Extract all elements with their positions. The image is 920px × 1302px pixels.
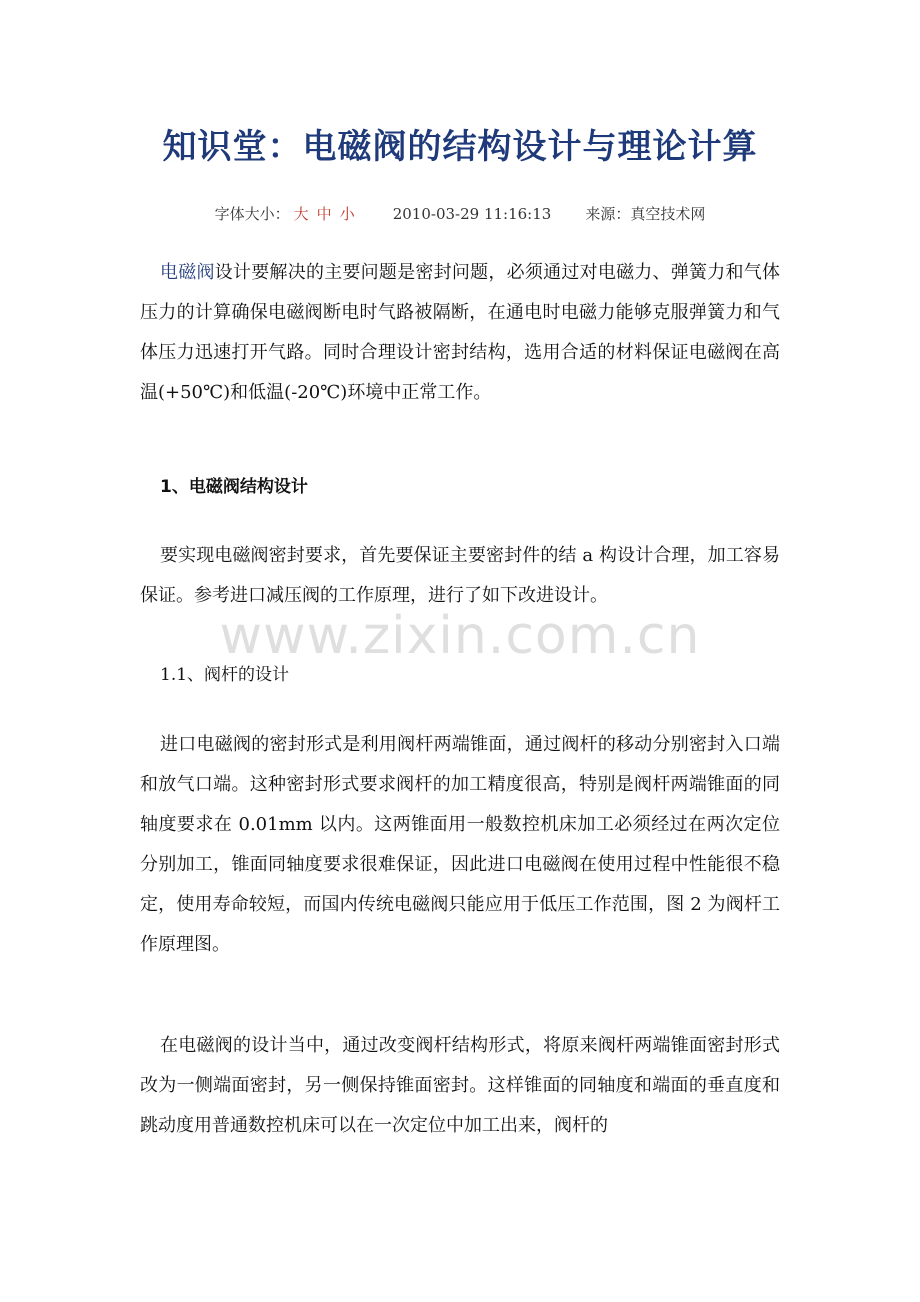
article-title: 知识堂：电磁阀的结构设计与理论计算 [162, 127, 758, 167]
section-1-1-paragraph-1: 进口电磁阀的密封形式是利用阀杆两端锥面，通过阀杆的移动分别密封入口端和放气口端。这种密封形式要求阀杆的加工精度很高，特别是阀杆两端锥面的同轴度要求在 0.01mm 以内。这两锥面用一般数控机床加工必须经过在两次定位分别加工，锥面同轴度要求很难保证，因此进口电磁阀在使用过程中性能很不稳定，使用寿命较短，而国内传统电磁阀只能应用于低压工作范围，图 2 为阀杆工作原理图。 [140, 734, 780, 955]
intro-text: 设计要解决的主要问题是密封问题，必须通过对电磁力、弹簧力和气体压力的计算确保电磁阀断电时气路被隔断，在通电时电磁力能够克服弹簧力和气体压力迅速打开气路。同时合理设计密封结构，选用合适的材料保证电磁阀在高温(+50℃)和低温(-20℃)环境中正常工作。 [140, 262, 781, 403]
solenoid-valve-link[interactable]: 电磁阀 [160, 262, 215, 283]
font-size-small-link[interactable]: 小 [339, 205, 355, 223]
article-meta [0, 203, 920, 225]
font-size-medium-link[interactable]: 中 [316, 205, 332, 223]
section-1-heading: 1、电磁阀结构设计 [160, 477, 308, 497]
publish-datetime: 2010-03-29 11:16:13 [392, 205, 552, 223]
font-size-large-link[interactable]: 大 [293, 205, 309, 223]
section-1-1-paragraph-2: 在电磁阀的设计当中，通过改变阀杆结构形式，将原来阀杆两端锥面密封形式改为一侧端面密封，另一侧保持锥面密封。这样锥面的同轴度和端面的垂直度和跳动度用普通数控机床可以在一次定位中加工出来，阀杆的 [140, 1035, 780, 1136]
site-watermark: www.zixin.com.cn [219, 606, 701, 666]
section-1-1-heading: 1.1、阀杆的设计 [160, 665, 290, 685]
section-1-paragraph: 要实现电磁阀密封要求，首先要保证主要密封件的结 a 构设计合理，加工容易保证。参考进口减压阀的工作原理，进行了如下改进设计。 [140, 545, 780, 606]
font-size-label: 字体大小： [214, 205, 290, 223]
intro-paragraph [140, 253, 780, 413]
article-source: 来源：真空技术网 [585, 205, 706, 223]
